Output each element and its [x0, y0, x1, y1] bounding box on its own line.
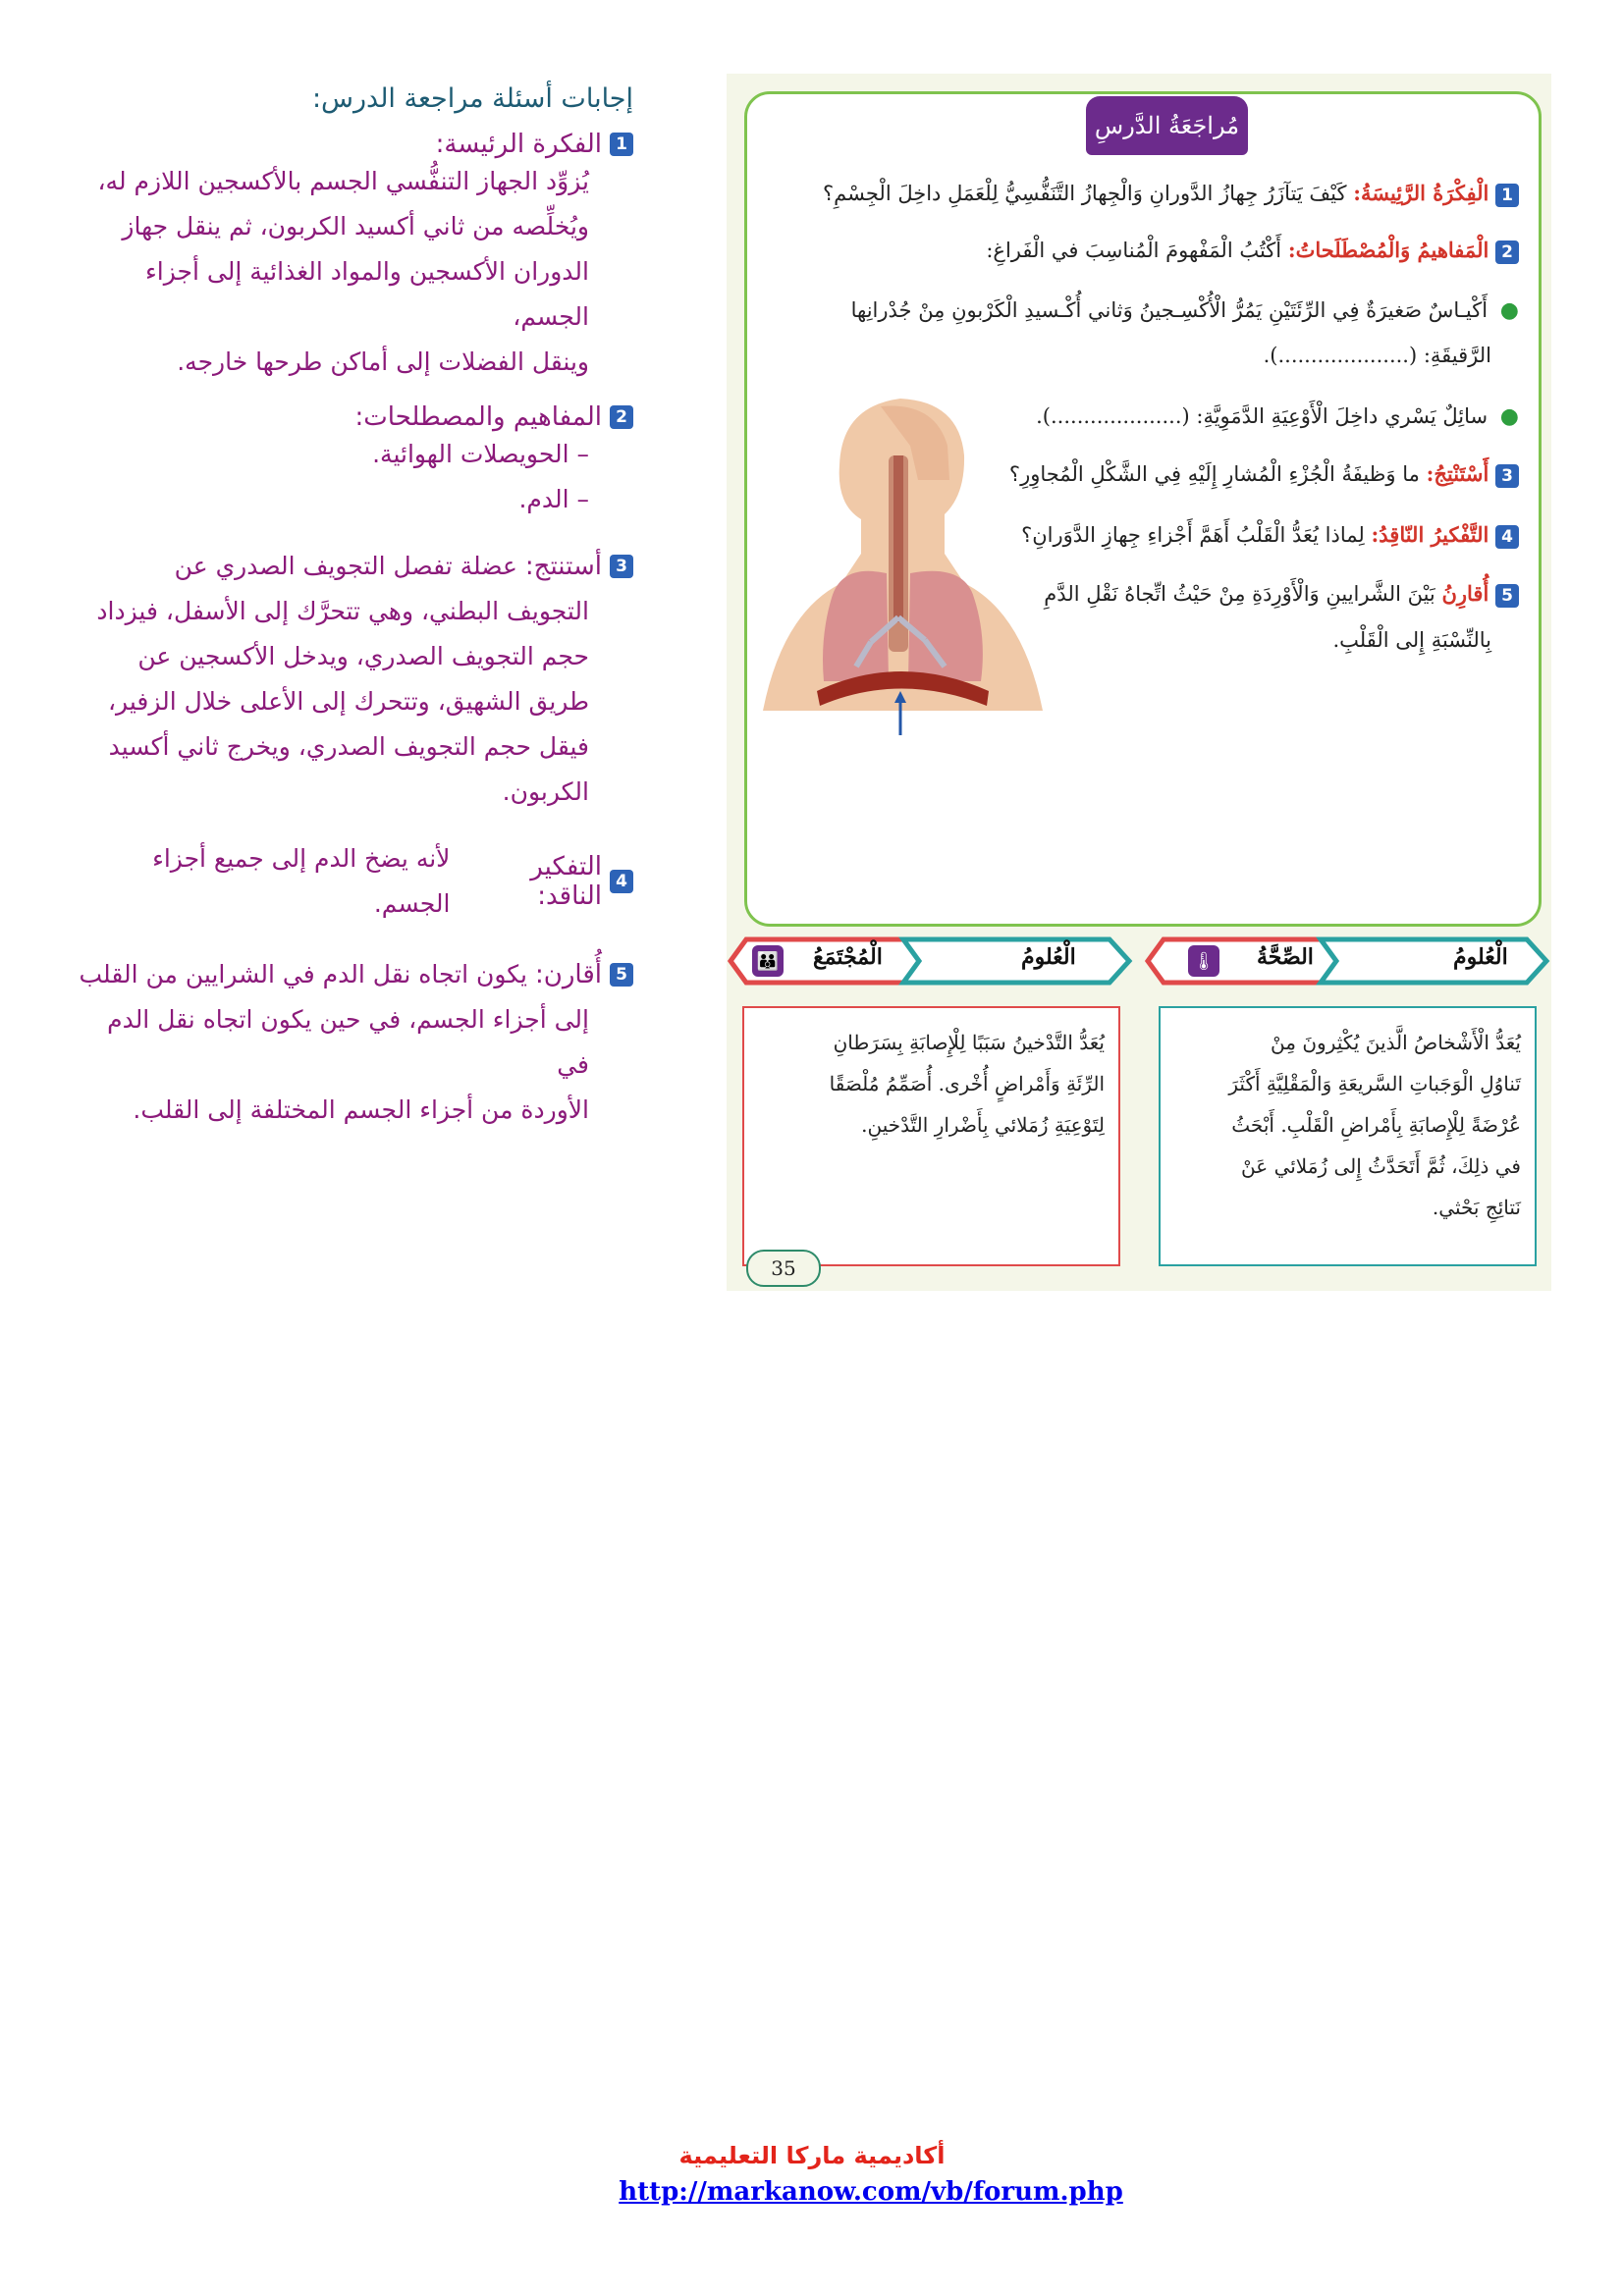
forum-link[interactable]: http://markanow.com/vb/forum.php [619, 2177, 1123, 2207]
answer-line: يُزوِّد الجهاز التنفُّسي الجسم بالأكسجين اللازم له، [97, 167, 589, 195]
question-label: الْفِكْرَةُ الرَّئِيسَةُ: [1353, 181, 1489, 205]
question-1 [823, 181, 1519, 207]
answer-label: المفاهيم والمصطلحات: [354, 402, 602, 432]
page-number: 35 [746, 1250, 821, 1287]
lesson-review-frame [744, 91, 1542, 927]
footer [0, 2142, 1624, 2207]
answer-line: فيقل حجم التجويف الصدري، ويخرج ثاني أكسيد [108, 732, 589, 761]
academy-name: أكاديمية ماركا التعليمية [678, 2142, 946, 2169]
answer-line: الأوردة من أجزاء الجسم المختلفة إلى القلب. [133, 1095, 589, 1124]
number-badge: 4 [1495, 525, 1519, 549]
question-4 [1021, 522, 1519, 549]
answer-label: أستنتج: [524, 552, 602, 581]
answer-3-body [69, 589, 633, 815]
box-line: تَناوُلِ الْوَجَباتِ السَّريعَةِ وَالْمَقْلِيَّةِ أَكْثَرَ [1228, 1072, 1521, 1095]
tab-science-left: الْعُلومُ [1021, 944, 1076, 970]
answer-5-title [69, 952, 633, 997]
box-line: عُرْضَةً لِلْإِصابَةِ بِأَمْراضِ الْقَلْبِ. أَبْحَثُ [1231, 1113, 1521, 1137]
question-5 [1044, 581, 1519, 608]
answer-inline-text: عضلة تفصل التجويف الصدري عن [174, 552, 517, 580]
answer-line: طريق الشهيق، وتتحرك إلى الأعلى خلال الزفير، [107, 687, 589, 716]
answer-5-body [69, 997, 633, 1133]
answer-line: ويُخلِّصه من ثاني أكسيد الكربون، ثم ينقل جهاز [122, 212, 589, 240]
bullet-1 [851, 298, 1519, 323]
number-badge: 5 [610, 963, 633, 987]
tab-science-right: الْعُلومُ [1453, 944, 1508, 970]
number-badge: 5 [1495, 584, 1519, 608]
number-badge: 2 [1495, 240, 1519, 264]
answer-label: الفكرة الرئيسة: [435, 130, 602, 159]
society-activity-box [742, 1006, 1120, 1266]
box-line: يُعَدُّ التَّدْخينُ سَبَبًا لِلْإِصابَةِ بِسَرَطانِ [833, 1031, 1105, 1054]
answer-inline-text: لأنه يضخ الدم إلى جميع أجزاء الجسم. [152, 844, 451, 918]
answer-line: الدوران الأكسجين والمواد الغذائية إلى أجزاء الجسم، [145, 257, 589, 331]
question-label: التَّفْكيرُ النّاقِدُ: [1371, 522, 1489, 547]
question-5-line-2: بِالنِّسْبَةِ إِلى الْقَلْبِ. [1332, 628, 1491, 652]
tab-health: الصِّحَّةُ [1257, 944, 1314, 970]
number-badge: 4 [610, 870, 633, 893]
number-badge: 3 [1495, 464, 1519, 488]
answer-2-body [69, 432, 633, 522]
answer-line: إلى أجزاء الجسم، في حين يكون اتجاه نقل الدم في [107, 1005, 589, 1079]
answer-1-body [69, 159, 633, 385]
answer-line: – الدم. [518, 485, 589, 513]
bullet-dot-icon: ● [1499, 298, 1519, 323]
respiratory-system-illustration [763, 387, 1048, 740]
question-label: أَسْتَنْتِجُ: [1426, 461, 1489, 486]
bullet-text: أَكْيـاسٌ صَغيرَةٌ فِي الرِّئَتَيْنِ يَمُرُّ الْأُكْسِـجينُ وَثاني أُكْـسيدِ الْكَرْبونِ مِنْ جُدْرانِها [850, 298, 1489, 322]
answer-inline-text: يكون اتجاه نقل الدم في الشرايين من القلب [79, 960, 528, 988]
box-line: الرِّئَةِ وَأَمْراضٍ أُخْرى. أُصَمِّمُ مُلْصَقًا [829, 1072, 1105, 1095]
question-text: بَيْنَ الشَّرايينِ وَالْأَوْرِدَةِ مِنْ حَيْثُ اتِّجاهُ نَقْلِ الدَّمِ [1044, 582, 1435, 606]
question-label: أُقارِنُ [1441, 581, 1489, 606]
question-text: كَيْفَ يَتآزَرُ جِهازُ الدَّورانِ وَالْجِهازُ التَّنَفُّسِيُّ لِلْعَمَلِ داخِلَ الْجِسْمِ؟ [823, 182, 1347, 205]
health-activity-box [1159, 1006, 1537, 1266]
box-line: يُعَدُّ الْأَشْخاصُ الَّذينَ يُكْثِرونَ مِنْ [1271, 1031, 1521, 1054]
tab-society: الْمُجْتَمَعُ [813, 944, 883, 970]
number-badge: 1 [1495, 184, 1519, 207]
answer-label: أُقارن: [535, 960, 602, 989]
answer-line: – الحويصلات الهوائية. [372, 440, 589, 468]
bullet-dot-icon: ● [1499, 404, 1519, 429]
answer-4-title [69, 836, 633, 927]
number-badge: 2 [610, 405, 633, 429]
answer-line: الكربون. [502, 777, 589, 806]
question-label: الْمَفاهيمُ وَالْمُصْطَلَحاتُ: [1287, 238, 1489, 262]
question-text: ما وَظيفَةُ الْجُزْءِ الْمُشارِ إِلَيْهِ فِي الشَّكْلِ الْمُجاوِرِ؟ [1008, 462, 1420, 486]
question-text: لِماذا يُعَدُّ الْقَلْبُ أَهَمَّ أَجْزاءِ جِهازِ الدَّوَرانِ؟ [1021, 523, 1365, 547]
number-badge: 1 [610, 133, 633, 156]
textbook-page [727, 74, 1551, 1291]
lesson-review-tab: مُراجَعَةُ الدَّرسِ [1086, 96, 1248, 155]
number-badge: 3 [610, 555, 633, 578]
answers-heading: إجابات أسئلة مراجعة الدرس: [311, 83, 633, 114]
answer-line: حجم التجويف الصدري، ويدخل الأكسجين عن [137, 642, 589, 670]
thermometer-icon: 🌡 [1188, 945, 1219, 977]
bullet-2 [1036, 404, 1519, 429]
question-3 [1009, 461, 1519, 488]
bullet-text: سائِلٌ يَسْري داخِلَ الْأَوْعِيَةِ الدَّمَوِيَّةِ: (....................). [1036, 404, 1489, 428]
answer-2-title [69, 402, 633, 432]
answer-3-title [69, 544, 633, 589]
answers-section [69, 83, 633, 1133]
box-line: في ذلِكَ، ثُمَّ أَتَحَدَّثُ إِلى زُمَلائي عَنْ [1241, 1154, 1521, 1178]
box-line: نَتائِجِ بَحْثي. [1432, 1196, 1521, 1219]
box-line: لِتَوْعِيَةِ زُمَلائي بِأَضْرارِ التَّدْخينِ. [861, 1113, 1105, 1137]
answer-label: التفكير الناقد: [530, 852, 602, 911]
answer-line: التجويف البطني، وهي تتحرَّك إلى الأسفل، فيزداد [96, 597, 589, 625]
bullet-1-line-2: الرَّقيقَةِ: (....................). [1263, 344, 1491, 367]
answer-1-title [69, 130, 633, 159]
question-text: أَكْتُبُ الْمَفْهومَ الْمُناسِبَ في الْفَراغِ: [986, 239, 1282, 262]
people-icon: 👪 [752, 945, 784, 977]
answer-line: وينقل الفضلات إلى أماكن طرحها خارجه. [177, 347, 589, 376]
question-2 [986, 238, 1519, 264]
